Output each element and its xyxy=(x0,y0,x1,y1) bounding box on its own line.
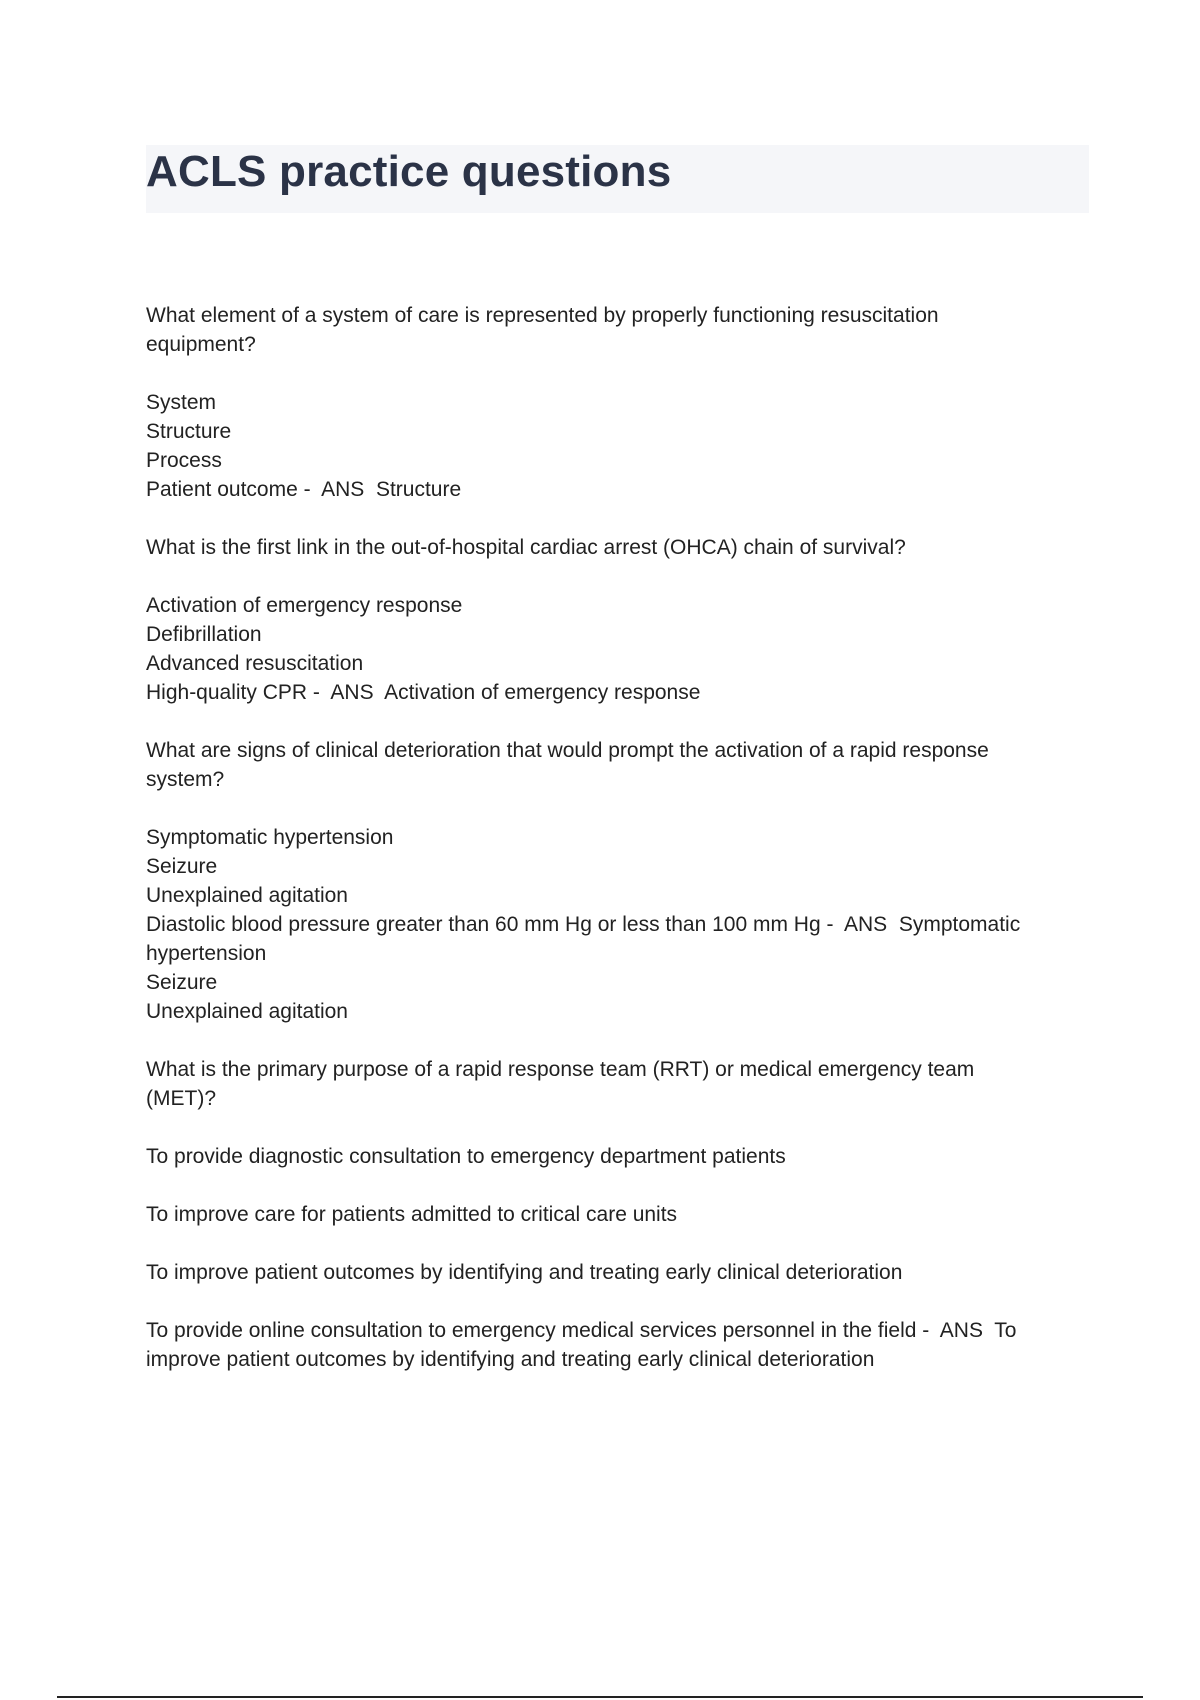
answer-option: Defibrillation xyxy=(146,623,262,646)
question-text: What is the primary purpose of a rapid response team (RRT) or medical emergency team xyxy=(146,1058,975,1081)
question-text-continued: equipment? xyxy=(146,333,256,356)
answer-continued: hypertension xyxy=(146,942,267,965)
answer-option: To improve care for patients admitted to critical care units xyxy=(146,1203,678,1226)
answer-option: To provide diagnostic consultation to emergency department patients xyxy=(146,1145,786,1168)
answer-option: Seizure xyxy=(146,855,218,878)
footer-divider xyxy=(57,1696,1143,1698)
answer-option: Unexplained agitation xyxy=(146,884,348,907)
answer-option-with-answer: Patient outcome - ANS Structure xyxy=(146,478,462,501)
question-text-continued: (MET)? xyxy=(146,1087,216,1110)
page-title: ACLS practice questions xyxy=(146,147,672,196)
question-text: What are signs of clinical deterioration that would prompt the activation of a rapid response xyxy=(146,739,989,762)
question-block-1 xyxy=(146,301,1086,504)
question-block-4 xyxy=(146,1055,1086,1374)
answer-option-with-answer: Diastolic blood pressure greater than 60 mm Hg or less than 100 mm Hg - ANS Symptomatic xyxy=(146,913,1021,936)
question-block-3 xyxy=(146,736,1086,1026)
answer-option: Structure xyxy=(146,420,232,443)
question-text: What element of a system of care is represented by properly functioning resuscitation xyxy=(146,304,939,327)
answer-option: Advanced resuscitation xyxy=(146,652,364,675)
questions-content xyxy=(146,301,1086,1374)
answer-continued: improve patient outcomes by identifying and treating early clinical deterioration xyxy=(146,1348,875,1371)
question-block-2 xyxy=(146,533,1086,707)
answer-option: Symptomatic hypertension xyxy=(146,826,394,849)
answer-option: System xyxy=(146,391,217,414)
question-text: What is the first link in the out-of-hospital cardiac arrest (OHCA) chain of survival? xyxy=(146,536,906,559)
answer-continued: Unexplained agitation xyxy=(146,1000,348,1023)
answer-continued: Seizure xyxy=(146,971,218,994)
answer-option-with-answer: High-quality CPR - ANS Activation of emergency response xyxy=(146,681,701,704)
answer-option: Process xyxy=(146,449,222,472)
answer-option: Activation of emergency response xyxy=(146,594,463,617)
answer-option-with-answer: To provide online consultation to emergency medical services personnel in the field - ANS To xyxy=(146,1319,1017,1342)
question-text-continued: system? xyxy=(146,768,225,791)
answer-option: To improve patient outcomes by identifying and treating early clinical deterioration xyxy=(146,1261,903,1284)
